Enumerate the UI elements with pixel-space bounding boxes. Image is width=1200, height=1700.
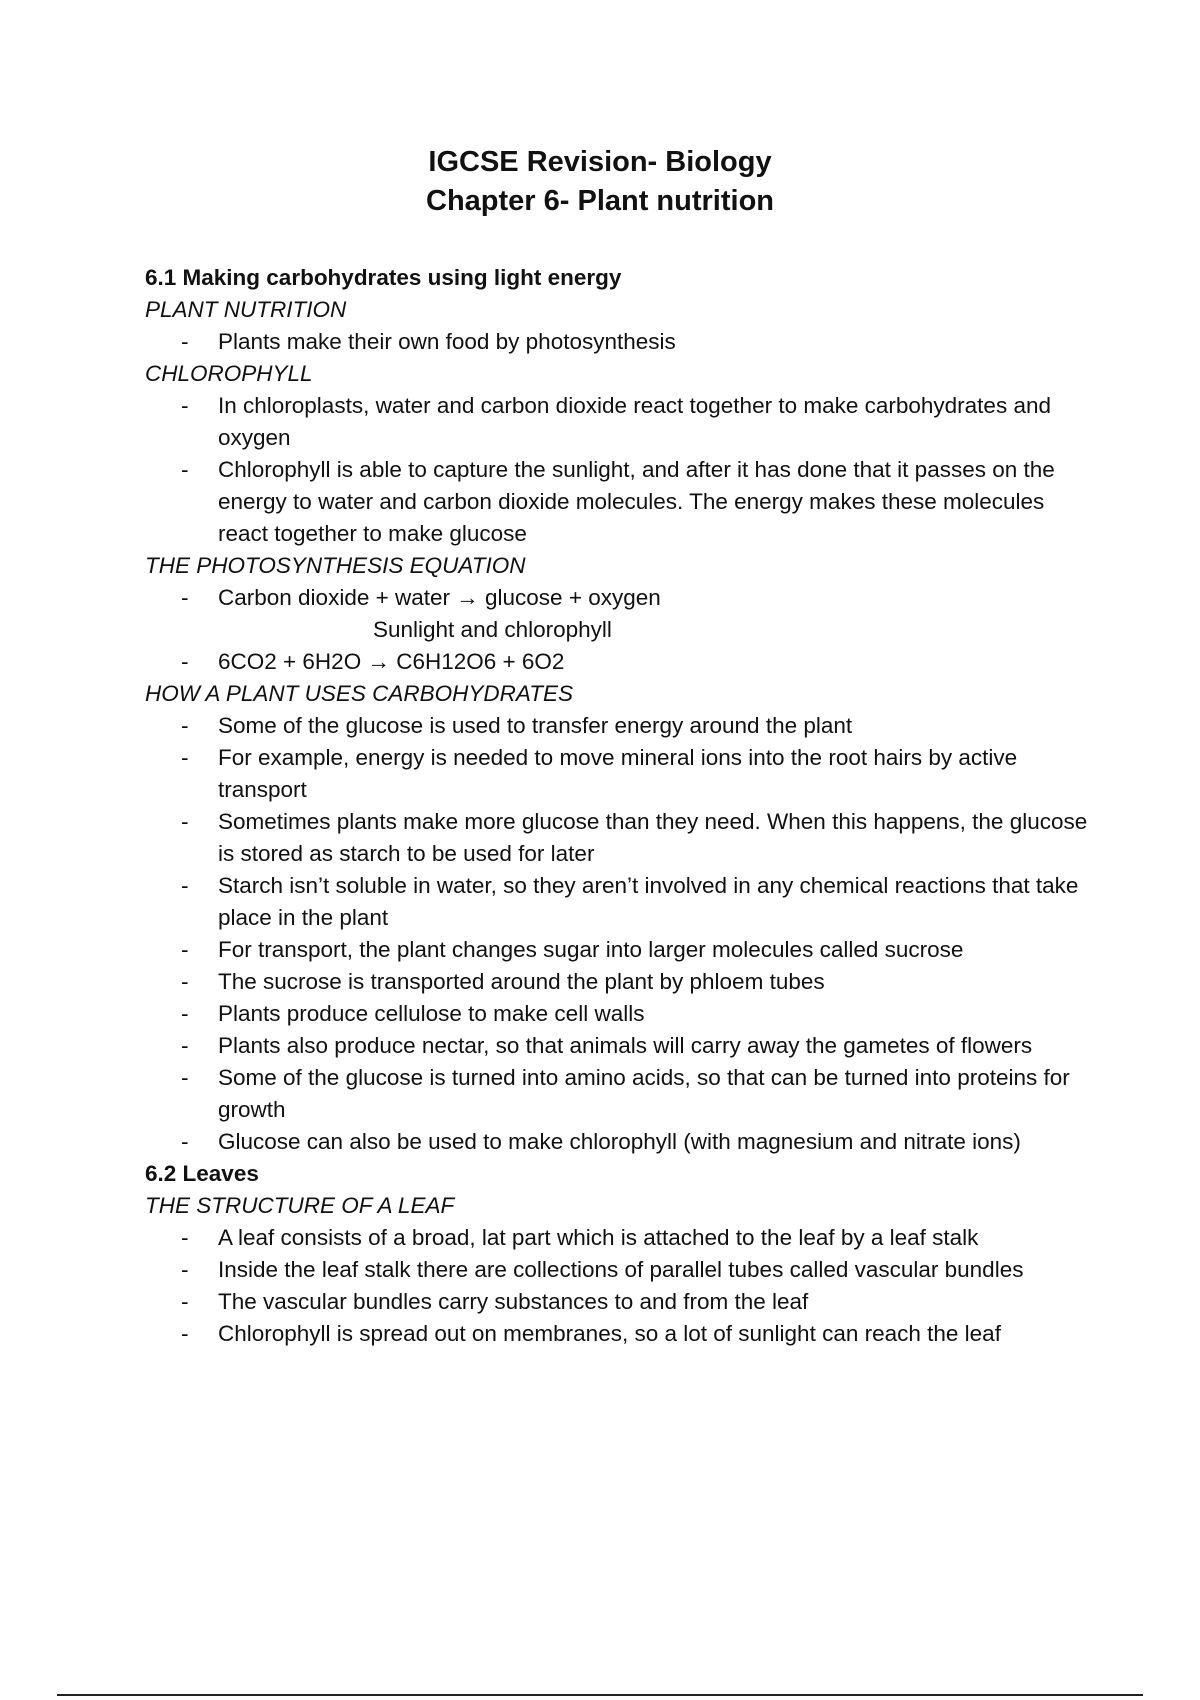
list-item xyxy=(145,1286,1095,1318)
title-line-1: IGCSE Revision- Biology xyxy=(428,146,772,178)
subheading-photosynthesis-equation: THE PHOTOSYNTHESIS EQUATION xyxy=(145,553,526,578)
bullet-dash: - xyxy=(181,1129,189,1154)
list-item-text: Glucose can also be used to make chlorophyll (with magnesium and nitrate ions) xyxy=(218,1129,1021,1154)
bullet-dash: - xyxy=(181,969,189,994)
list-item xyxy=(145,710,1095,742)
bullet-dash: - xyxy=(181,649,189,674)
bullet-dash: - xyxy=(181,937,189,962)
list-item xyxy=(145,998,1095,1030)
equation-condition-note: Sunlight and chlorophyll xyxy=(373,617,612,642)
list-item xyxy=(145,742,1095,806)
bullet-dash: - xyxy=(181,713,189,738)
list-item xyxy=(145,582,1095,614)
list-item xyxy=(145,966,1095,998)
bullet-dash: - xyxy=(181,1065,189,1090)
bullet-dash: - xyxy=(181,1001,189,1026)
list-item xyxy=(145,646,1095,678)
bullet-dash: - xyxy=(181,393,189,418)
list-item xyxy=(145,1126,1095,1158)
word-equation: Carbon dioxide + water → glucose + oxygen xyxy=(218,585,661,610)
bullet-list-leaf-structure xyxy=(145,1222,1095,1350)
section-heading-6-2: 6.2 Leaves xyxy=(145,1161,259,1186)
subheading-leaf-structure: THE STRUCTURE OF A LEAF xyxy=(145,1193,455,1218)
list-item-text: Some of the glucose is used to transfer energy around the plant xyxy=(218,713,853,738)
list-item xyxy=(145,390,1095,454)
list-item-text: Plants produce cellulose to make cell walls xyxy=(218,1001,645,1026)
bullet-dash: - xyxy=(181,457,189,482)
list-item-text: For transport, the plant changes sugar into larger molecules called sucrose xyxy=(218,937,964,962)
section-heading-6-1: 6.1 Making carbohydrates using light energy xyxy=(145,265,622,290)
page-footer-rule xyxy=(57,1694,1143,1696)
bullet-dash: - xyxy=(181,1033,189,1058)
list-item xyxy=(145,1222,1095,1254)
subheading-plant-nutrition: PLANT NUTRITION xyxy=(145,297,347,322)
title-line-2: Chapter 6- Plant nutrition xyxy=(426,185,774,217)
bullet-dash: - xyxy=(181,585,189,610)
list-item-text: For example, energy is needed to move mineral ions into the root hairs by active transport xyxy=(218,745,1018,802)
list-item-text: Starch isn’t soluble in water, so they aren’t involved in any chemical reactions that take place in the plant xyxy=(218,873,1079,930)
bullet-list-carbohydrate-uses xyxy=(145,710,1095,1158)
bullet-dash: - xyxy=(181,1289,189,1314)
list-item xyxy=(145,1030,1095,1062)
list-item-text: Inside the leaf stalk there are collections of parallel tubes called vascular bundles xyxy=(218,1257,1024,1282)
list-item-text: Chlorophyll is spread out on membranes, so a lot of sunlight can reach the leaf xyxy=(218,1321,1001,1346)
bullet-list-symbol-equation xyxy=(145,646,1095,678)
list-item-text: A leaf consists of a broad, lat part which is attached to the leaf by a leaf stalk xyxy=(218,1225,979,1250)
list-item xyxy=(145,934,1095,966)
list-item xyxy=(145,1318,1095,1350)
list-item xyxy=(145,326,1095,358)
bullet-list-equation xyxy=(145,582,1095,614)
bullet-dash: - xyxy=(181,1225,189,1250)
bullet-list-plant-nutrition xyxy=(145,326,1095,358)
list-item-text: In chloroplasts, water and carbon dioxide react together to make carbohydrates and oxygen xyxy=(218,393,1051,450)
subheading-carbohydrate-uses: HOW A PLANT USES CARBOHYDRATES xyxy=(145,681,573,706)
bullet-dash: - xyxy=(181,329,189,354)
bullet-dash: - xyxy=(181,1321,189,1346)
list-item xyxy=(145,1062,1095,1126)
bullet-dash: - xyxy=(181,809,189,834)
list-item-text: Plants make their own food by photosynthesis xyxy=(218,329,676,354)
bullet-dash: - xyxy=(181,745,189,770)
list-item-text: Some of the glucose is turned into amino acids, so that can be turned into proteins for growth xyxy=(218,1065,1070,1122)
list-item xyxy=(145,1254,1095,1286)
list-item-text: Sometimes plants make more glucose than they need. When this happens, the glucose is stored as starch to be used for later xyxy=(218,809,1088,866)
bullet-dash: - xyxy=(181,1257,189,1282)
list-item-text: Plants also produce nectar, so that animals will carry away the gametes of flowers xyxy=(218,1033,1033,1058)
subheading-chlorophyll: CHLOROPHYLL xyxy=(145,361,313,386)
list-item xyxy=(145,806,1095,870)
list-item xyxy=(145,870,1095,934)
document-body xyxy=(145,262,1095,1350)
symbol-equation: 6CO2 + 6H2O → C6H12O6 + 6O2 xyxy=(218,649,565,674)
document-title xyxy=(0,143,1200,221)
list-item xyxy=(145,454,1095,550)
bullet-dash: - xyxy=(181,873,189,898)
list-item-text: Chlorophyll is able to capture the sunlight, and after it has done that it passes on the energy to water and carbon dioxide molecules. The energy makes these molecules react together to make glucose xyxy=(218,457,1055,546)
list-item-text: The sucrose is transported around the plant by phloem tubes xyxy=(218,969,825,994)
bullet-list-chlorophyll xyxy=(145,390,1095,550)
list-item-text: The vascular bundles carry substances to and from the leaf xyxy=(218,1289,809,1314)
